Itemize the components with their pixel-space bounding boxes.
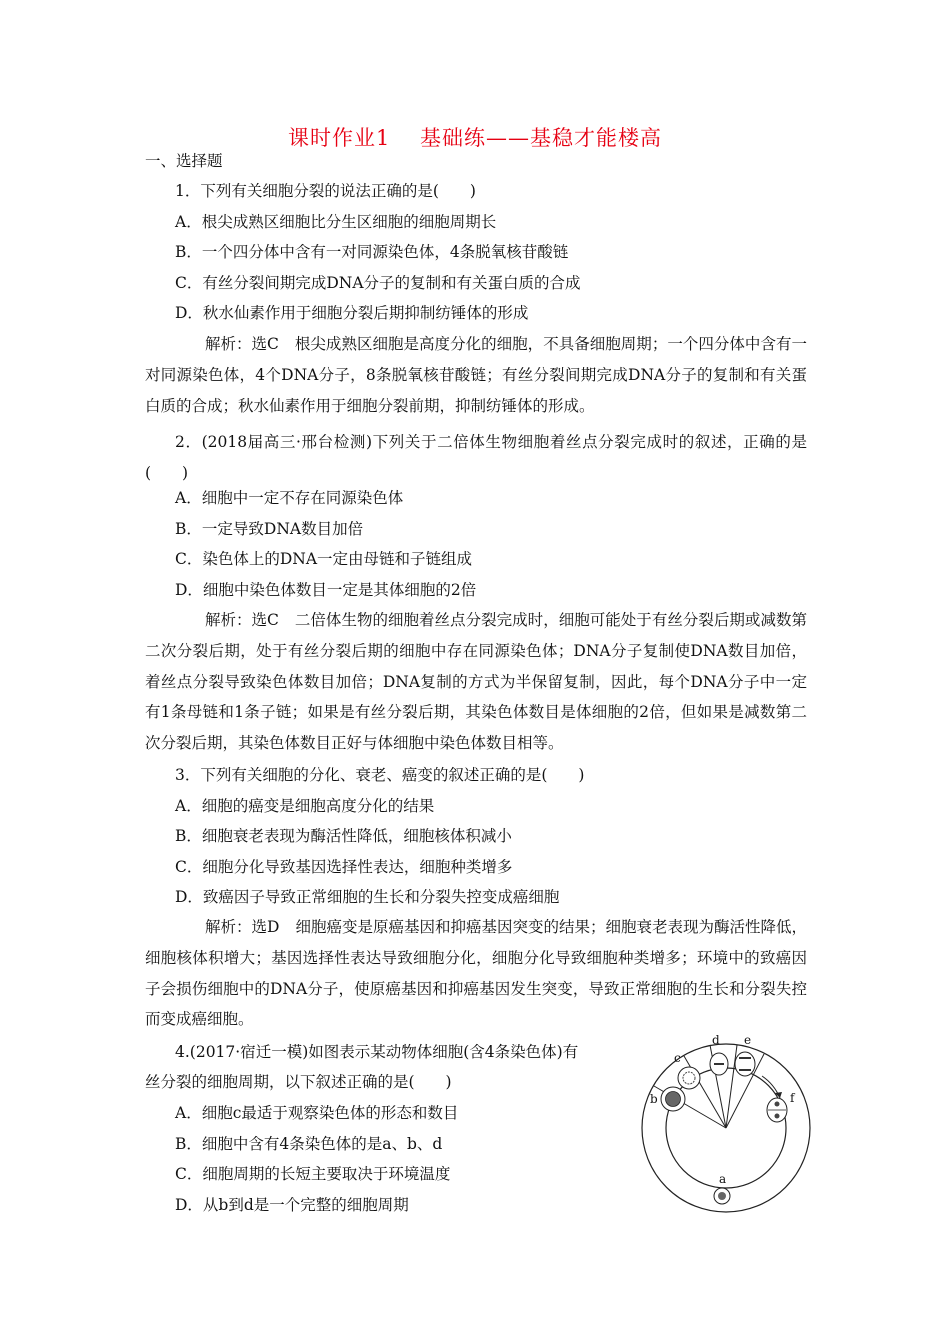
cell-e <box>735 1052 755 1076</box>
analysis-text: 细胞癌变是原癌基因和抑癌基因突变的结果；细胞衰老表现为酶活性降低，细胞核体积增大；基因选择性表达导致细胞分化，细胞分化导致细胞种类增多；环境中的致癌因子会损伤细胞中的DNA分子，使原癌基因和抑癌基因发生突变，导致正常细胞的生长和分裂失控而变成癌细胞。 <box>145 918 807 1029</box>
sector-line <box>726 1045 737 1128</box>
cell-c <box>678 1067 700 1089</box>
question-4-option-b: B．细胞中含有4条染色体的是a、b、d <box>175 1135 443 1153</box>
question-4-stem-line2: 丝分裂的细胞周期，以下叙述正确的是( ) <box>145 1073 452 1091</box>
label-c: c <box>674 1051 681 1065</box>
question-3-option-c: C．细胞分化导致基因选择性表达，细胞种类增多 <box>175 858 513 876</box>
question-1-option-c: C．有丝分裂间期完成DNA分子的复制和有关蛋白质的合成 <box>175 274 581 292</box>
label-a: a <box>719 1172 727 1186</box>
analysis-label: 解析：选C <box>205 611 279 629</box>
question-2-option-c: C．染色体上的DNA一定由母链和子链组成 <box>175 550 473 568</box>
question-2-stem: 2．(2018届高三·邢台检测)下列关于二倍体生物细胞着丝点分裂完成时的叙述，正确的是( ) <box>145 433 807 482</box>
question-3-option-a: A．细胞的癌变是细胞高度分化的结果 <box>175 797 435 815</box>
analysis-text: 二倍体生物的细胞着丝点分裂完成时，细胞可能处于有丝分裂后期或减数第二次分裂后期，处于有丝分裂后期的细胞中存在同源染色体；DNA分子复制使DNA数目加倍，着丝点分裂导致染色体数目加倍；DNA复制的方式为半保留复制，因此，每个DNA分子中一定有1条母链和1条子链；如果是有丝分裂后期，其染色体数目是体细胞的2倍，但如果是减数第二次分裂后期，其染色体数目正好与体细胞中染色体数目相等。 <box>145 611 807 753</box>
cell-cycle-diagram <box>640 1028 812 1228</box>
page-title: 课时作业1 基础练——基稳才能楼高 <box>287 126 663 150</box>
question-1-option-a: A．根尖成熟区细胞比分生区细胞的细胞周期长 <box>175 213 497 231</box>
cell-a-nucleus <box>718 1192 726 1200</box>
question-3-option-d: D．致癌因子导致正常细胞的生长和分裂失控变成癌细胞 <box>175 888 560 906</box>
section-heading: 一、选择题 <box>145 152 223 170</box>
question-3-option-b: B．细胞衰老表现为酶活性降低，细胞核体积减小 <box>175 827 512 845</box>
question-2-analysis <box>145 605 807 759</box>
question-1-option-d: D．秋水仙素作用于细胞分裂后期抑制纺锤体的形成 <box>175 304 529 322</box>
analysis-label: 解析：选C <box>205 335 279 353</box>
label-b: b <box>650 1092 658 1106</box>
cell-f-nucleus <box>775 1114 780 1119</box>
question-3-analysis <box>145 912 807 1035</box>
question-1-option-b: B．一个四分体中含有一对同源染色体，4条脱氧核苷酸链 <box>175 243 569 261</box>
question-4-option-c: C．细胞周期的长短主要取决于环境温度 <box>175 1165 451 1183</box>
question-2-option-b: B．一定导致DNA数目加倍 <box>175 520 364 538</box>
question-3-stem: 3．下列有关细胞的分化、衰老、癌变的叙述正确的是( ) <box>175 766 585 784</box>
cell-f-nucleus <box>775 1102 780 1107</box>
label-e: e <box>744 1033 752 1047</box>
question-1-stem: 1．下列有关细胞分裂的说法正确的是( ) <box>175 182 476 200</box>
cell-b-nucleus <box>666 1092 681 1107</box>
question-2-option-a: A．细胞中一定不存在同源染色体 <box>175 489 404 507</box>
label-d: d <box>712 1033 720 1047</box>
cell-cycle-svg <box>640 1028 812 1228</box>
question-4-stem-line1: 4.(2017·宿迁一模)如图表示某动物体细胞(含4条染色体)有 <box>175 1043 579 1061</box>
label-f: f <box>790 1091 795 1105</box>
analysis-label: 解析：选D <box>205 918 280 936</box>
question-4-option-a: A．细胞c最适于观察染色体的形态和数目 <box>175 1104 459 1122</box>
question-4-option-d: D．从b到d是一个完整的细胞周期 <box>175 1196 409 1214</box>
question-2-option-d: D．细胞中染色体数目一定是其体细胞的2倍 <box>175 581 477 599</box>
question-1-analysis <box>145 329 807 421</box>
analysis-text: 根尖成熟区细胞是高度分化的细胞，不具备细胞周期；一个四分体中含有一对同源染色体，4个DNA分子，8条脱氧核苷酸链；有丝分裂间期完成DNA分子的复制和有关蛋白质的合成；秋水仙素作用于细胞分裂前期，抑制纺锤体的形成。 <box>145 335 807 415</box>
